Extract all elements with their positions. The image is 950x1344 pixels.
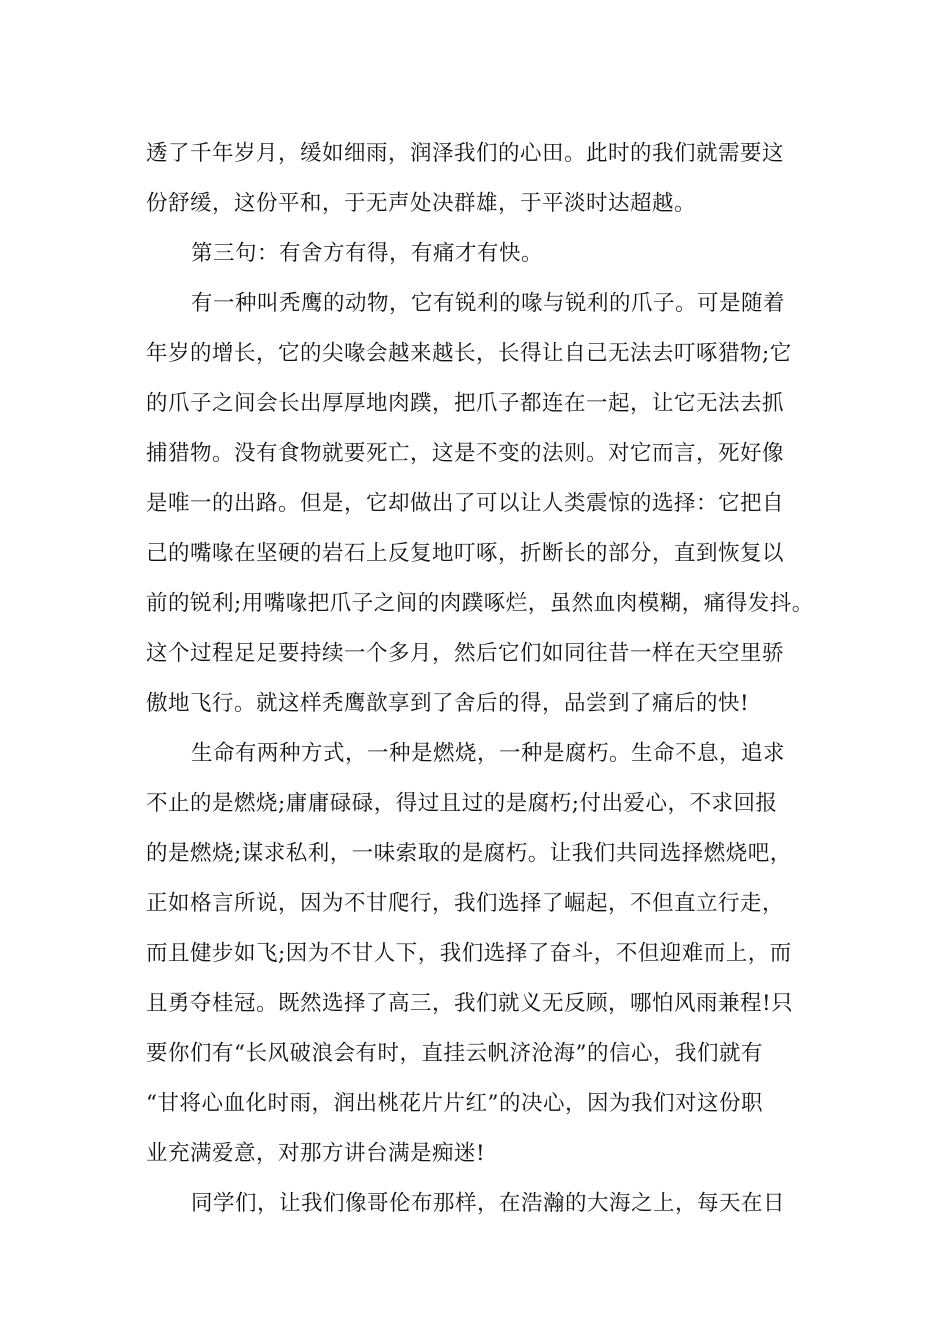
text-line: 且勇夺桂冠。既然选择了高三，我们就义无反顾，哪怕风雨兼程!只 xyxy=(146,991,794,1016)
text-line: 业充满爱意，对那方讲台满是痴迷! xyxy=(146,1141,486,1166)
text-line: 是唯一的出路。但是，它却做出了可以让人类震惊的选择：它把自 xyxy=(146,491,785,516)
text-line: “甘将心血化时雨，润出桃花片片红”的决心，因为我们对这份职 xyxy=(146,1091,763,1116)
text-line: 的是燃烧;谋求私利，一味索取的是腐朽。让我们共同选择燃烧吧， xyxy=(146,841,792,866)
text-line: 生命有两种方式，一种是燃烧，一种是腐朽。生命不息，追求 xyxy=(191,741,786,766)
section-heading: 第三句：有舍方有得，有痛才有快。 xyxy=(191,241,544,266)
text-line: 而且健步如飞;因为不甘人下，我们选择了奋斗，不但迎难而上，而 xyxy=(146,941,792,966)
text-line: 年岁的增长，它的尖喙会越来越长，长得让自己无法去叮啄猎物;它 xyxy=(146,341,792,366)
text-line: 前的锐利;用嘴喙把爪子之间的肉蹼啄烂，虽然血肉模糊，痛得发抖。 xyxy=(146,591,814,616)
text-line: 同学们，让我们像哥伦布那样，在浩瀚的大海之上，每天在日 xyxy=(191,1191,786,1216)
text-line: 要你们有“长风破浪会有时，直挂云帆济沧海”的信心，我们就有 xyxy=(146,1041,763,1066)
text-line: 这个过程足足要持续一个多月，然后它们如同往昔一样在天空里骄 xyxy=(146,641,785,666)
text-line: 捕猎物。没有食物就要死亡，这是不变的法则。对它而言，死好像 xyxy=(146,441,785,466)
text-line: 傲地飞行。就这样秃鹰歆享到了舍后的得，品尝到了痛后的快! xyxy=(146,691,750,716)
text-line: 正如格言所说，因为不甘爬行，我们选择了崛起，不但直立行走， xyxy=(146,891,785,916)
text-line: 的爪子之间会长出厚厚地肉蹼，把爪子都连在一起，让它无法去抓 xyxy=(146,391,785,416)
text-line: 有一种叫秃鹰的动物，它有锐利的喙与锐利的爪子。可是随着 xyxy=(191,291,786,316)
document-body xyxy=(146,129,816,1229)
text-line: 透了千年岁月，缓如细雨，润泽我们的心田。此时的我们就需要这 xyxy=(146,141,785,166)
text-line: 份舒缓，这份平和，于无声处决群雄，于平淡时达超越。 xyxy=(146,191,697,216)
text-line: 己的嘴喙在坚硬的岩石上反复地叮啄，折断长的部分，直到恢复以 xyxy=(146,541,785,566)
text-line: 不止的是燃烧;庸庸碌碌，得过且过的是腐朽;付出爱心，不求回报 xyxy=(146,791,778,816)
